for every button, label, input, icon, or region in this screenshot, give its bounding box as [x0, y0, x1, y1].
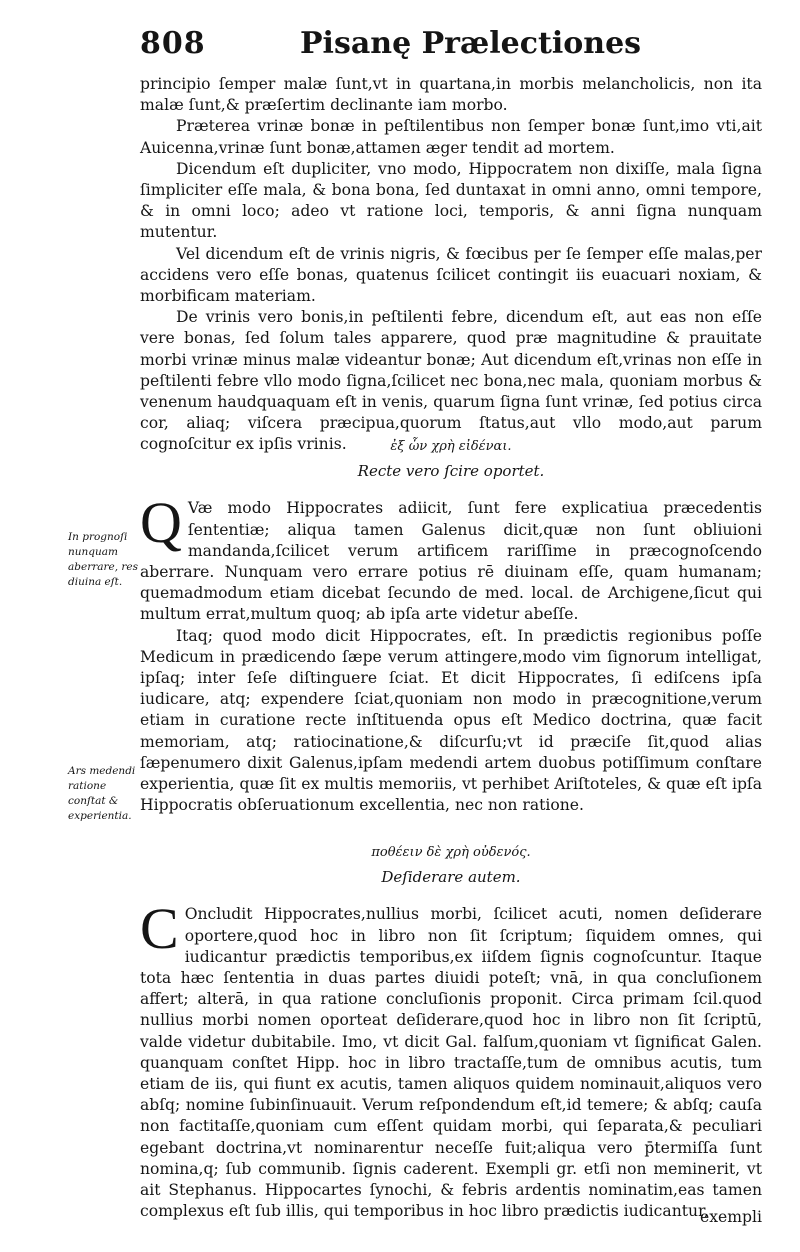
section-recte-scire — [140, 436, 762, 816]
paragraph-quae-modo-text: Væ modo Hippocrates adiicit, ſunt fere explicatiua præcedentis ſententiæ; aliqua tamen Galenus dicit,quæ non ſunt obliuioni mandanda,ſcilicet verum artificem rariſſime in præcognoſcendo aberrare. Nunquam vero errare potius rē diuinam eſſe, quam humanam; quemadmodum etiam dicebat ſecundo de med. local. de Archigene,ſicut qui multum errat,multum quoq; ab ipſa arte videtur abeſſe. — [140, 499, 762, 624]
catchword: exempli — [700, 1208, 762, 1226]
paragraph-itaque: Itaq; quod modo dicit Hippocrates, eſt. In prædictis regionibus poſſe Medicum in prædicendo ſæpe verum attingere,modo vim ſignorum intelligat, ipſaq; inter ſeſe diſtinguere ſciat. Et dicit Hippocrates, ſi ediſcens ipſa iudicare, atq; expendere ſciat,quoniam non modo in præcognitione,verum etiam in curatione recte inſtituenda opus eſt Medico doctrina, quæ facit memoriam, atq; ratiocinatione,& diſcurſu;vt id præciſe ſit,quod alias ſæpenumero dixit Galenus,ipſam medendi artem duobus potiſſimum conſtare experientia, quæ ſit ex multis memoriis, vt perhibet Ariſtoteles, & quæ eſt ipſa Hippocratis obſeruationum excellentia, nec non ratione. — [140, 626, 762, 815]
paragraph-dupliciter: Dicendum eſt dupliciter, vno modo, Hippocratem non dixiſſe, mala ſigna ſimpliciter eſſe mala, & bona bona, ſed duntaxat in omni anno, omni tempore, & in omni loco; adeo vt ratione loci, temporis, & anni ſigna nunquam mutentur. — [140, 159, 762, 242]
running-title: Pisanę Prælectiones — [300, 26, 642, 61]
paragraph-continuation: principio ſemper malæ ſunt,vt in quartana,in morbis melancholicis, non ita malæ ſunt,& præſertim declinante iam morbo. — [140, 75, 762, 115]
marginal-note-ars-medendi: Ars medendi ratione conſtat & experientia. — [68, 765, 136, 822]
top-text-block — [140, 74, 762, 456]
latin-lemma: Recte vero ſcire oportet. — [357, 462, 545, 481]
section-desiderare — [140, 842, 762, 1222]
paragraph-vrinis-bonis: De vrinis vero bonis,in peſtilenti febre, dicendum eſt, aut eas non eſſe vere bonas, ſed ſolum tales apparere, quod præ magnitudine & prauitate morbi vrinæ minus malæ videantur bonæ; Aut dicendum eſt,vrinas non eſſe in peſtilenti febre vllo modo ſigna,ſcilicet nec bona,nec mala, quoniam morbus & venenum haudquaquam eſt in venis, quarum ſigna ſunt vrinæ, ſed potius circa cor, aliaq; viſcera præcipua,quorum ſtatus,aut vllo modo,aut parum cognoſcitur ex ipſis vrinis. — [140, 308, 762, 454]
latin-lemma: Deſiderare autem. — [381, 868, 521, 887]
drop-cap: C — [140, 896, 179, 962]
paragraph-auicenna: Præterea vrinæ bonæ in peſtilentibus non ſemper bonæ ſunt,imo vti,ait Auicenna,vrinæ ſunt bonæ,attamen æger tendit ad mortem. — [140, 117, 762, 157]
greek-lemma: ἐξ ὧν χρὴ εἰδέναι. — [390, 439, 512, 454]
drop-cap: Q — [140, 490, 182, 556]
paragraph-concludit — [140, 896, 762, 1222]
greek-lemma: ποθέειν δὲ χρὴ οὐδενός. — [371, 845, 531, 860]
marginal-note-prognosis: In prognoſi nunquam aberrare, res diuina eſt. — [68, 531, 139, 588]
paragraph-vrinis-nigris: Vel dicendum eſt de vrinis nigris, & fœcibus per ſe ſemper eſſe malas,per accidens vero eſſe bonas, quatenus ſcilicet contingit iis euacuari noxiam, & morbificam materiam. — [140, 244, 762, 306]
paragraph-quae-modo — [140, 490, 762, 625]
paragraph-concludit-text: Oncludit Hippocrates,nullius morbi, ſcilicet acuti, nomen deſiderare oportere,quod hoc in libro non ſit ſcriptum; ſiquidem omnes, qui iudicantur prædictis temporibus,ex iiſdem ſignis cognoſcuntur. Itaque tota hæc ſententia in duas partes diuidi poteſt; vnā, in qua concluſionem affert; alterā, in qua ratione concluſionis proponit. Circa primam ſcil.quod nullius morbi nomen oporteat deſiderare,quod hoc in libro non ſit ſcriptū, valde videtur dubitabile. Imo, vt dicit Gal. falſum,quoniam vt ſignificat Galen. quanquam conſtet Hipp. hoc in libro tractaſſe,tum de omnibus acutis, tum etiam de iis, qui fiunt ex acutis, tamen aliquos quidem nominauit,aliquos vero abſq; nomine ſubinſinuauit. Verum reſpondendum eſt,id temere; & abſq; cauſa non factitaſſe,quoniam cum eſſent quidam morbi, qui ſeparata,& peculiari egebant doctrina,vt nominarentur neceſſe fuit;aliqua vero p̄termiſſa ſunt nomina,q; ſub communib. ſignis caderent. Exempli gr. etſi non meminerit, vt ait Stephanus. Hippocartes ſynochi, & febris ardentis nominatim,eas tamen complexus eſt ſub illis, qui temporibus in hoc libro prædictis iudicantur, — [140, 905, 762, 1221]
page-number: 808 — [140, 26, 206, 61]
